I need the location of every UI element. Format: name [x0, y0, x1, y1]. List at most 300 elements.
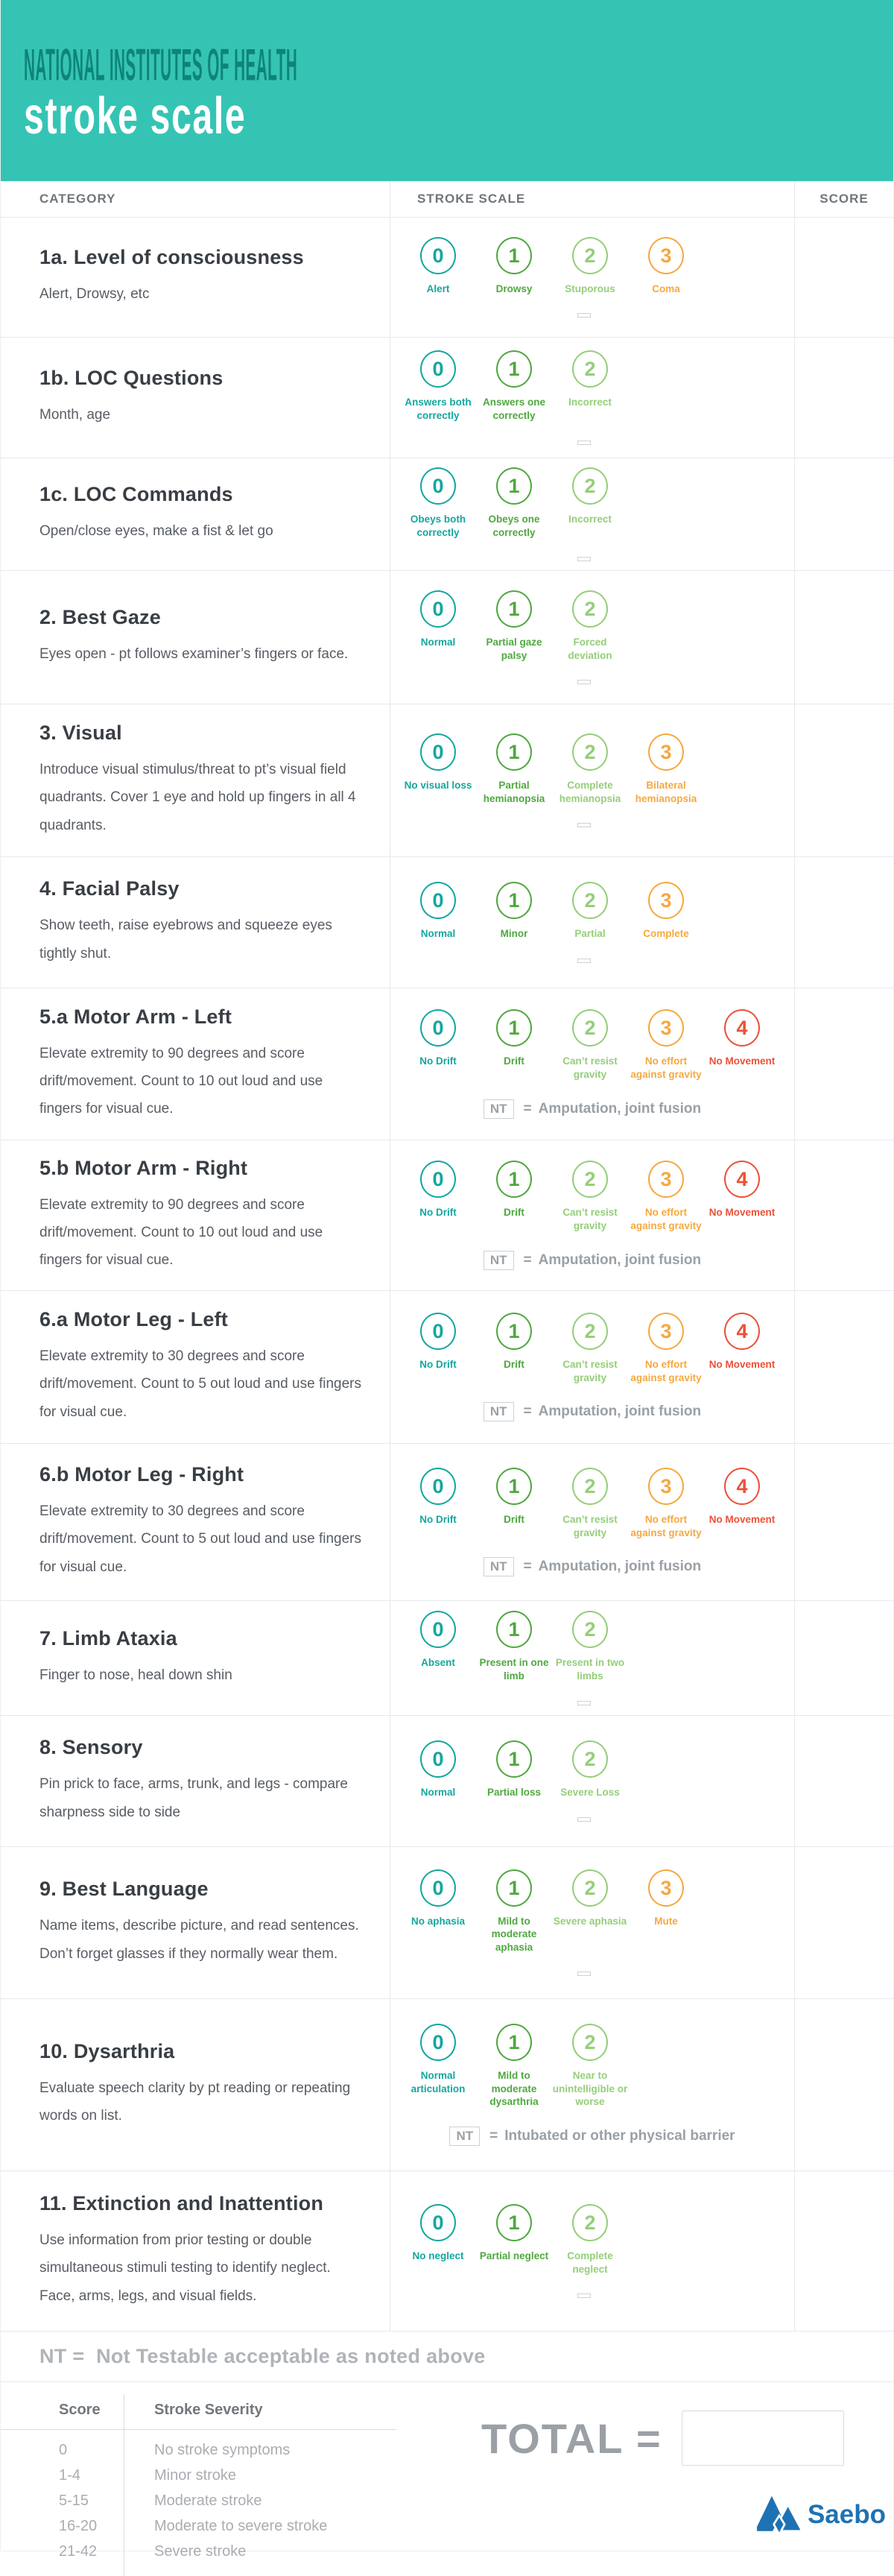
- options-cell: [390, 1291, 795, 1443]
- score-option-label: Bilateral hemianopsia: [635, 779, 697, 804]
- score-option: [628, 733, 704, 805]
- score-value-circle: 1: [496, 1313, 532, 1350]
- score-option-label: Present in two limbs: [555, 1657, 625, 1682]
- score-value-circle: 1: [496, 2024, 532, 2061]
- score-value-circle: 1: [496, 1161, 532, 1198]
- score-value-circle: 1: [496, 467, 532, 505]
- severity-label: No stroke symptoms: [154, 2442, 291, 2458]
- score-input-cell[interactable]: [795, 1601, 893, 1715]
- score-option: [400, 1611, 476, 1670]
- nt-badge: NT: [449, 2127, 480, 2146]
- scale-row: [1, 1716, 893, 1847]
- scale-row: [1, 1140, 893, 1291]
- score-options: [390, 1869, 794, 1954]
- category-cell: [1, 857, 390, 988]
- score-input-cell[interactable]: [795, 988, 893, 1140]
- nt-note-text: Amputation, joint fusion: [538, 1404, 702, 1420]
- score-value-circle: 2: [572, 1161, 608, 1198]
- severity-score: 1-4: [1, 2463, 124, 2488]
- score-value-circle: 2: [572, 1009, 608, 1046]
- score-value-circle: 1: [496, 1740, 532, 1778]
- category-title: 6.b Motor Leg - Right: [39, 1463, 244, 1486]
- score-option-label: Drift: [504, 1358, 524, 1370]
- nt-note-row: [390, 1701, 794, 1705]
- score-options: [390, 467, 794, 539]
- score-value-circle: 1: [496, 733, 532, 771]
- score-option-label: Partial neglect: [479, 2250, 549, 2261]
- score-value-circle: 3: [648, 1009, 684, 1046]
- nt-note-row: [390, 1099, 794, 1119]
- score-option-label: Partial loss: [486, 1787, 542, 1799]
- score-options: [390, 733, 794, 805]
- options-cell: [390, 704, 795, 856]
- category-title: 1b. LOC Questions: [39, 366, 224, 389]
- score-option-label: Absent: [421, 1657, 455, 1669]
- score-option: [476, 1313, 552, 1371]
- nt-note-text: Amputation, joint fusion: [538, 1251, 702, 1268]
- score-option-label: Normal: [420, 636, 456, 648]
- score-value-circle: 3: [648, 733, 684, 771]
- score-input-cell[interactable]: [795, 2171, 893, 2331]
- options-cell: [390, 2171, 795, 2331]
- scale-row: [1, 704, 893, 857]
- category-description: Pin prick to face, arms, trunk, and legs - compare sharpness side to side: [39, 1776, 348, 1820]
- score-option: [400, 1740, 476, 1799]
- score-option: [628, 1009, 704, 1081]
- nt-equals-sign: =: [489, 2127, 498, 2144]
- score-value-circle: 0: [420, 1161, 456, 1198]
- nt-equals-sign: =: [523, 1559, 532, 1575]
- table-header: [1, 181, 893, 218]
- score-options: [390, 1740, 794, 1799]
- scale-row: [1, 338, 893, 458]
- score-option: [476, 1869, 552, 1954]
- score-option: [476, 1740, 552, 1799]
- score-value-circle: 3: [648, 1869, 684, 1907]
- category-description: Show teeth, raise eyebrows and squeeze eyes tightly shut.: [39, 918, 332, 962]
- category-description: Eyes open - pt follows examiner’s fingers or face.: [39, 646, 349, 663]
- score-option-label: No Drift: [419, 1055, 457, 1067]
- category-title: 5.a Motor Arm - Left: [39, 1005, 232, 1028]
- score-option: [552, 1161, 628, 1232]
- options-cell: [390, 1140, 795, 1290]
- scale-row: [1, 1291, 893, 1444]
- category-cell: [1, 1716, 390, 1846]
- score-value-circle: 1: [496, 2204, 532, 2241]
- score-input-cell[interactable]: [795, 1444, 893, 1600]
- severity-score: 0: [1, 2430, 124, 2463]
- category-cell: [1, 1601, 390, 1715]
- score-option: [552, 1313, 628, 1384]
- score-option-label: Can’t resist gravity: [562, 1055, 618, 1080]
- score-options: [390, 350, 794, 422]
- score-option: [400, 1468, 476, 1527]
- nt-note-row: [390, 1251, 794, 1270]
- score-input-cell[interactable]: [795, 1716, 893, 1846]
- category-title: 11. Extinction and Inattention: [39, 2192, 324, 2215]
- page-subtitle: stroke scale: [24, 87, 247, 145]
- nt-note-row: [390, 823, 794, 827]
- nt-note-text: Amputation, joint fusion: [538, 1100, 702, 1117]
- score-value-circle: 0: [420, 1468, 456, 1505]
- score-option-label: No effort against gravity: [630, 1513, 702, 1538]
- total-section: [481, 2411, 844, 2466]
- score-options: [390, 2204, 794, 2276]
- score-value-circle: 2: [572, 1611, 608, 1648]
- score-value-circle: 0: [420, 733, 456, 771]
- score-value-circle: 4: [724, 1009, 760, 1046]
- category-description: Elevate extremity to 90 degrees and score drift/movement. Count to 10 out loud and use fingers for visual cue.: [39, 1196, 323, 1269]
- score-value-circle: 3: [648, 1161, 684, 1198]
- score-option-label: Normal: [420, 928, 456, 940]
- score-option-label: Normal articulation: [410, 2070, 466, 2094]
- mountain-icon: [757, 2494, 800, 2536]
- nt-note-row: [390, 2127, 794, 2146]
- options-cell: [390, 1847, 795, 1998]
- score-option-label: No effort against gravity: [630, 1055, 702, 1080]
- category-title: 9. Best Language: [39, 1878, 209, 1901]
- score-option-label: Alert: [426, 282, 450, 294]
- score-option-label: Complete neglect: [567, 2250, 613, 2275]
- score-option: [400, 590, 476, 649]
- score-option: [552, 237, 628, 296]
- score-option-label: No Drift: [419, 1358, 457, 1370]
- score-option-label: Severe Loss: [560, 1787, 620, 1799]
- score-option: [552, 2024, 628, 2109]
- score-value-circle: 1: [496, 1869, 532, 1907]
- total-score-box[interactable]: [682, 2411, 844, 2466]
- score-value-circle: 3: [648, 1313, 684, 1350]
- score-option: [552, 350, 628, 409]
- score-value-circle: 2: [572, 1740, 608, 1778]
- category-title: 4. Facial Palsy: [39, 877, 180, 900]
- score-input-cell[interactable]: [795, 1291, 893, 1443]
- score-options: [390, 1468, 794, 1539]
- score-input-cell[interactable]: [795, 1140, 893, 1290]
- score-options: [390, 1009, 794, 1081]
- score-option: [476, 733, 552, 805]
- score-option: [476, 1468, 552, 1527]
- score-value-circle: 1: [496, 1468, 532, 1505]
- score-input-cell[interactable]: [795, 218, 893, 337]
- score-option-label: Complete: [643, 928, 689, 940]
- score-input-cell[interactable]: [795, 857, 893, 988]
- column-header-stroke-scale: STROKE SCALE: [390, 181, 795, 217]
- score-options: [390, 237, 794, 296]
- severity-score: 21-42: [1, 2539, 124, 2564]
- score-option-label: No Drift: [419, 1207, 457, 1219]
- score-value-circle: 0: [420, 882, 456, 919]
- score-option: [400, 2024, 476, 2095]
- category-description: Finger to nose, heal down shin: [39, 1667, 232, 1683]
- score-option-label: Mild to moderate dysarthria: [489, 2070, 539, 2108]
- score-option: [476, 882, 552, 941]
- score-option: [400, 882, 476, 941]
- score-option: [400, 2204, 476, 2263]
- nt-badge: NT: [484, 1557, 514, 1576]
- nt-note-text: Intubated or other physical barrier: [504, 2127, 735, 2144]
- score-option-label: Mild to moderate aphasia: [491, 1915, 537, 1953]
- nt-badge: [577, 313, 591, 318]
- category-cell: [1, 2171, 390, 2331]
- score-option: [628, 1161, 704, 1232]
- severity-table: [1, 2394, 396, 2576]
- nt-badge: [577, 959, 591, 963]
- score-value-circle: 1: [496, 590, 532, 628]
- score-option-label: Partial gaze palsy: [486, 636, 542, 661]
- severity-score: 16-20: [1, 2513, 124, 2539]
- score-option: [476, 467, 552, 539]
- score-options: [390, 2024, 794, 2109]
- category-title: 10. Dysarthria: [39, 2039, 175, 2062]
- nt-badge: [577, 1817, 591, 1822]
- category-cell: [1, 218, 390, 337]
- score-value-circle: 0: [420, 2204, 456, 2241]
- score-value-circle: 2: [572, 350, 608, 388]
- score-option: [552, 2204, 628, 2276]
- score-value-circle: 2: [572, 467, 608, 505]
- score-options: [390, 1313, 794, 1384]
- nt-equals-sign: =: [523, 1251, 532, 1268]
- column-header-score: SCORE: [820, 192, 869, 206]
- category-title: 5.b Motor Arm - Right: [39, 1156, 248, 1179]
- nt-note-row: [390, 557, 794, 561]
- score-option: [400, 350, 476, 422]
- options-cell: [390, 988, 795, 1140]
- score-option-label: Partial: [574, 928, 606, 940]
- score-option-label: Can’t resist gravity: [562, 1207, 618, 1231]
- score-options: [390, 1611, 794, 1682]
- category-cell: [1, 1140, 390, 1290]
- category-description: Elevate extremity to 30 degrees and score drift/movement. Count to 5 out loud and use fingers for visual cue.: [39, 1503, 361, 1575]
- scale-row: [1, 1444, 893, 1601]
- score-option: [476, 1009, 552, 1068]
- category-cell: [1, 704, 390, 856]
- score-option: [552, 1009, 628, 1081]
- score-option-label: Drift: [504, 1055, 524, 1067]
- score-option: [400, 467, 476, 539]
- category-title: 2. Best Gaze: [39, 606, 161, 629]
- score-input-cell[interactable]: [795, 704, 893, 856]
- nt-badge: [577, 1701, 591, 1705]
- score-option: [628, 1468, 704, 1539]
- nt-equals-sign: =: [523, 1100, 532, 1117]
- score-options: [390, 590, 794, 662]
- category-cell: [1, 1444, 390, 1600]
- options-cell: [390, 1444, 795, 1600]
- options-cell: [390, 458, 795, 570]
- score-option: [552, 1740, 628, 1799]
- score-option-label: Normal: [420, 1787, 456, 1799]
- severity-label: Moderate to severe stroke: [154, 2518, 328, 2534]
- category-cell: [1, 1847, 390, 1998]
- score-option: [476, 237, 552, 296]
- score-option: [552, 1611, 628, 1682]
- score-option: [400, 1869, 476, 1928]
- score-option: [476, 590, 552, 662]
- score-option: [628, 1313, 704, 1384]
- score-value-circle: 2: [572, 882, 608, 919]
- score-value-circle: 2: [572, 2204, 608, 2241]
- options-cell: [390, 1999, 795, 2171]
- score-option: [628, 1869, 704, 1928]
- severity-label: Severe stroke: [154, 2543, 247, 2560]
- category-description: Alert, Drowsy, etc: [39, 286, 150, 303]
- score-value-circle: 4: [724, 1468, 760, 1505]
- category-description: Introduce visual stimulus/threat to pt’s visual field quadrants. Cover 1 eye and hold up fingers in all 4 quadrants.: [39, 762, 356, 833]
- score-option: [704, 1009, 780, 1068]
- severity-label: Minor stroke: [154, 2467, 237, 2484]
- score-value-circle: 0: [420, 1009, 456, 1046]
- score-option-label: Answers one correctly: [482, 397, 546, 421]
- category-cell: [1, 458, 390, 570]
- nt-badge: [577, 441, 591, 445]
- score-value-circle: 0: [420, 467, 456, 505]
- category-description: Name items, describe picture, and read sentences. Don’t forget glasses if they normally wear them.: [39, 1918, 359, 1962]
- category-description: Use information from prior testing or double simultaneous stimuli testing to identify neglect. Face, arms, legs, and visual fields.: [39, 2232, 331, 2304]
- options-cell: [390, 218, 795, 337]
- score-value-circle: 0: [420, 237, 456, 274]
- scale-row: [1, 988, 893, 1140]
- nt-note-row: [390, 1972, 794, 1976]
- score-option-label: Near to unintelligible or worse: [552, 2070, 628, 2108]
- score-value-circle: 1: [496, 350, 532, 388]
- score-value-circle: 0: [420, 350, 456, 388]
- nt-note-row: [390, 1817, 794, 1822]
- nt-footnote: NT = Not Testable acceptable as noted above: [1, 2332, 893, 2382]
- score-option: [400, 1161, 476, 1219]
- score-option: [552, 733, 628, 805]
- category-cell: [1, 571, 390, 704]
- score-options: [390, 882, 794, 941]
- score-value-circle: 1: [496, 237, 532, 274]
- category-description: Elevate extremity to 90 degrees and score drift/movement. Count to 10 out loud and use fingers for visual cue.: [39, 1045, 323, 1117]
- category-title: 7. Limb Ataxia: [39, 1626, 177, 1650]
- score-value-circle: 0: [420, 2024, 456, 2061]
- score-option: [476, 1611, 552, 1682]
- score-value-circle: 0: [420, 590, 456, 628]
- score-value-circle: 1: [496, 1611, 532, 1648]
- nt-note-text: Amputation, joint fusion: [538, 1559, 702, 1575]
- options-cell: [390, 571, 795, 704]
- category-cell: [1, 338, 390, 458]
- score-option-label: Mute: [654, 1915, 678, 1927]
- score-option: [400, 1009, 476, 1068]
- score-input-cell[interactable]: [795, 1847, 893, 1998]
- nt-note-row: [390, 2294, 794, 2298]
- nt-note-row: [390, 1557, 794, 1576]
- score-value-circle: 0: [420, 1740, 456, 1778]
- nt-note-row: [390, 313, 794, 318]
- score-option: [400, 1313, 476, 1371]
- summary-panel: [1, 2382, 893, 2560]
- scale-row: [1, 857, 893, 988]
- score-option: [704, 1313, 780, 1371]
- score-value-circle: 2: [572, 237, 608, 274]
- score-option: [400, 237, 476, 296]
- score-options: [390, 1161, 794, 1232]
- score-option-label: No Movement: [708, 1207, 776, 1219]
- score-input-cell[interactable]: [795, 1999, 893, 2171]
- score-option: [552, 1869, 628, 1928]
- score-input-cell[interactable]: [795, 571, 893, 704]
- page-header: [1, 0, 893, 181]
- category-title: 1a. Level of consciousness: [39, 246, 304, 269]
- score-option-label: Complete hemianopsia: [559, 779, 621, 804]
- score-value-circle: 3: [648, 882, 684, 919]
- options-cell: [390, 338, 795, 458]
- score-option: [476, 2204, 552, 2263]
- nt-badge: NT: [484, 1251, 514, 1270]
- score-option-label: Can’t resist gravity: [562, 1358, 618, 1383]
- category-cell: [1, 1291, 390, 1443]
- category-title: 3. Visual: [39, 722, 122, 745]
- score-option: [552, 882, 628, 941]
- score-option-label: Present in one limb: [479, 1657, 549, 1682]
- options-cell: [390, 1716, 795, 1846]
- score-option-label: Severe aphasia: [553, 1915, 627, 1927]
- score-option: [476, 350, 552, 422]
- score-value-circle: 3: [648, 1468, 684, 1505]
- brand-logo: [757, 2494, 886, 2536]
- nt-badge: [577, 2294, 591, 2298]
- score-input-cell[interactable]: [795, 458, 893, 570]
- severity-header-score: Score: [1, 2394, 124, 2430]
- category-description: Elevate extremity to 30 degrees and score drift/movement. Count to 5 out loud and use fingers for visual cue.: [39, 1348, 361, 1420]
- score-value-circle: 4: [724, 1161, 760, 1198]
- score-value-circle: 2: [572, 1468, 608, 1505]
- score-option-label: Drift: [504, 1207, 524, 1219]
- score-option-label: Obeys one correctly: [488, 513, 540, 538]
- score-option-label: No neglect: [412, 2250, 464, 2261]
- scale-row: [1, 2171, 893, 2332]
- score-option: [628, 882, 704, 941]
- scale-row: [1, 458, 893, 571]
- score-option-label: No visual loss: [404, 779, 472, 791]
- score-option-label: Minor: [500, 928, 528, 940]
- score-option: [552, 590, 628, 662]
- score-input-cell[interactable]: [795, 338, 893, 458]
- score-option-label: No Movement: [708, 1513, 776, 1525]
- column-header-category: CATEGORY: [1, 181, 390, 217]
- score-option: [704, 1468, 780, 1527]
- options-cell: [390, 857, 795, 988]
- score-option: [476, 1161, 552, 1219]
- score-value-circle: 4: [724, 1313, 760, 1350]
- category-description: Open/close eyes, make a fist & let go: [39, 523, 273, 540]
- nt-badge: [577, 1972, 591, 1976]
- score-option-label: Drift: [504, 1513, 524, 1525]
- score-option: [552, 467, 628, 526]
- score-option: [476, 2024, 552, 2109]
- category-title: 1c. LOC Commands: [39, 483, 233, 506]
- nt-badge: [577, 823, 591, 827]
- score-value-circle: 0: [420, 1611, 456, 1648]
- nt-badge: NT: [484, 1402, 514, 1421]
- score-value-circle: 1: [496, 1009, 532, 1046]
- nt-note-row: [390, 1402, 794, 1421]
- score-option: [628, 237, 704, 296]
- score-option: [400, 733, 476, 792]
- score-value-circle: 2: [572, 1313, 608, 1350]
- scale-row: [1, 1999, 893, 2171]
- score-option-label: Coma: [652, 282, 680, 294]
- category-title: 6.a Motor Leg - Left: [39, 1308, 228, 1331]
- score-option-label: Stuporous: [565, 282, 615, 294]
- score-option: [704, 1161, 780, 1219]
- score-option-label: No aphasia: [410, 1915, 466, 1927]
- score-option-label: No effort against gravity: [630, 1207, 702, 1231]
